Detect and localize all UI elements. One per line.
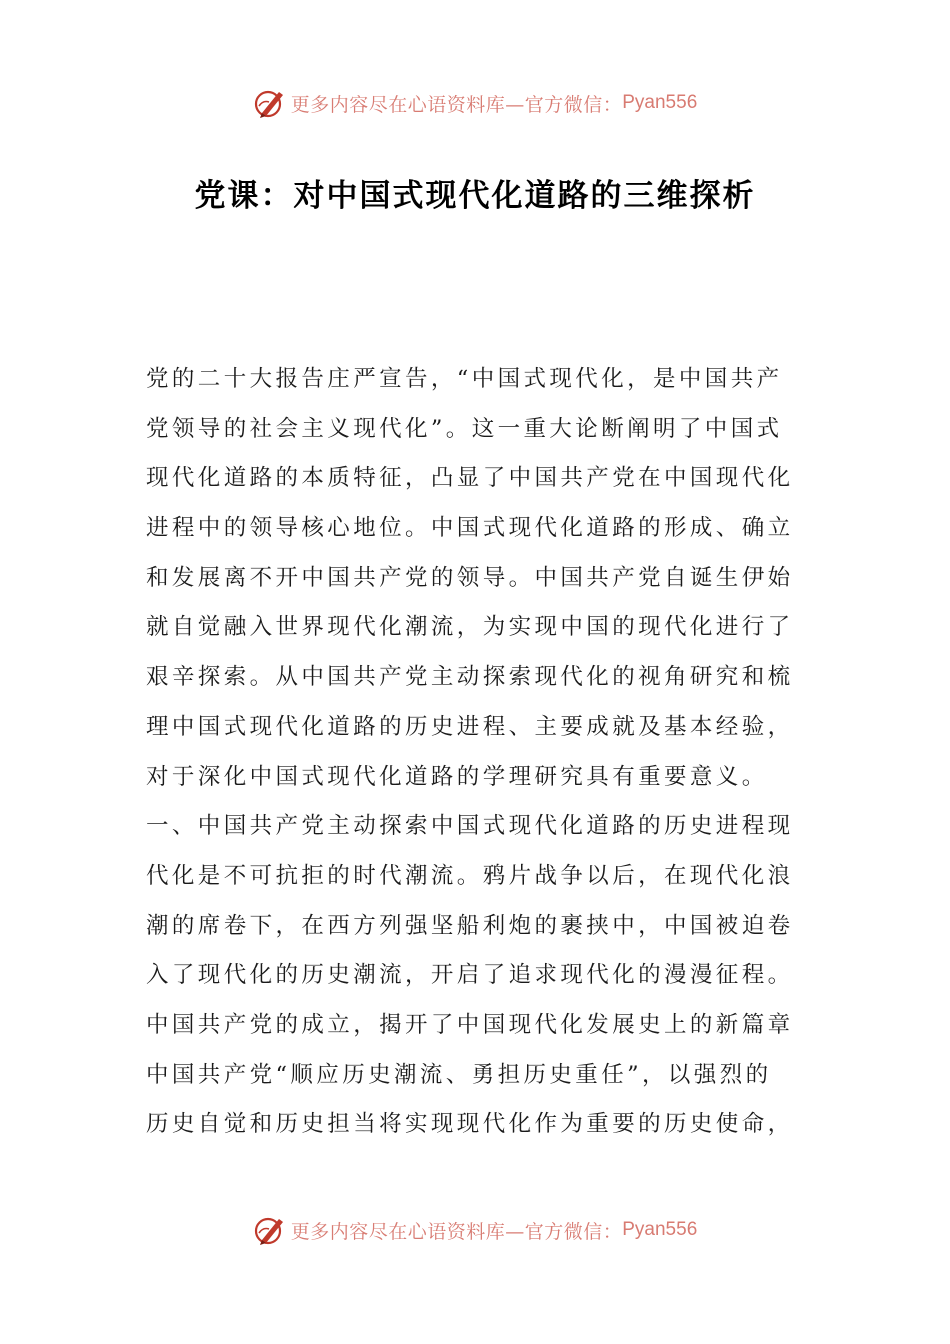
body-line: 就自觉融入世界现代化潮流，为实现中国的现代化进行了 <box>146 614 794 641</box>
pen-in-circle-logo-icon <box>253 1213 287 1247</box>
document-body <box>146 355 806 1150</box>
document-title: 党课：对中国式现代化道路的三维探析 <box>194 178 756 214</box>
body-line: 代化是不可抗拒的时代潮流。鸦片战争以后，在现代化浪 <box>146 862 794 889</box>
wechat-id: Pyan556 <box>622 92 698 113</box>
body-line: 中国共产党“顺应历史潮流、勇担历史重任”，以强烈的 <box>146 1061 772 1088</box>
pen-in-circle-logo-icon <box>253 86 287 120</box>
footer-banner <box>0 1210 950 1250</box>
body-line: 现代化道路的本质特征，凸显了中国共产党在中国现代化 <box>146 465 794 492</box>
body-line: 潮的席卷下，在西方列强坚船利炮的裹挟中，中国被迫卷 <box>146 912 794 939</box>
promo-text: 更多内容尽在心语资料库— <box>290 93 525 116</box>
section-heading-line: 一、中国共产党主动探索中国式现代化道路的历史进程现 <box>146 813 794 840</box>
promo-text: 更多内容尽在心语资料库— <box>290 1220 525 1243</box>
body-line: 理中国式现代化道路的历史进程、主要成就及基本经验， <box>146 713 794 740</box>
body-line: 党领导的社会主义现代化”。这一重大论断阐明了中国式 <box>146 415 783 442</box>
body-line: 和发展离不开中国共产党的领导。中国共产党自诞生伊始 <box>146 564 794 591</box>
wechat-label: 官方微信： <box>524 1220 623 1243</box>
body-line: 对于深化中国式现代化道路的学理研究具有重要意义。 <box>146 763 768 790</box>
header-banner <box>0 83 950 123</box>
body-line: 党的二十大报告庄严宣告，“中国式现代化，是中国共产 <box>146 366 783 392</box>
wechat-id: Pyan556 <box>622 1219 698 1240</box>
body-line: 入了现代化的历史潮流，开启了追求现代化的漫漫征程。 <box>146 962 794 989</box>
body-line: 进程中的领导核心地位。中国式现代化道路的形成、确立 <box>146 515 794 542</box>
body-line: 历史自觉和历史担当将实现现代化作为重要的历史使命， <box>146 1111 794 1138</box>
body-line: 艰辛探索。从中国共产党主动探索现代化的视角研究和梳 <box>146 664 794 691</box>
body-line: 中国共产党的成立，揭开了中国现代化发展史上的新篇章 <box>146 1011 794 1038</box>
wechat-label: 官方微信： <box>524 93 623 116</box>
